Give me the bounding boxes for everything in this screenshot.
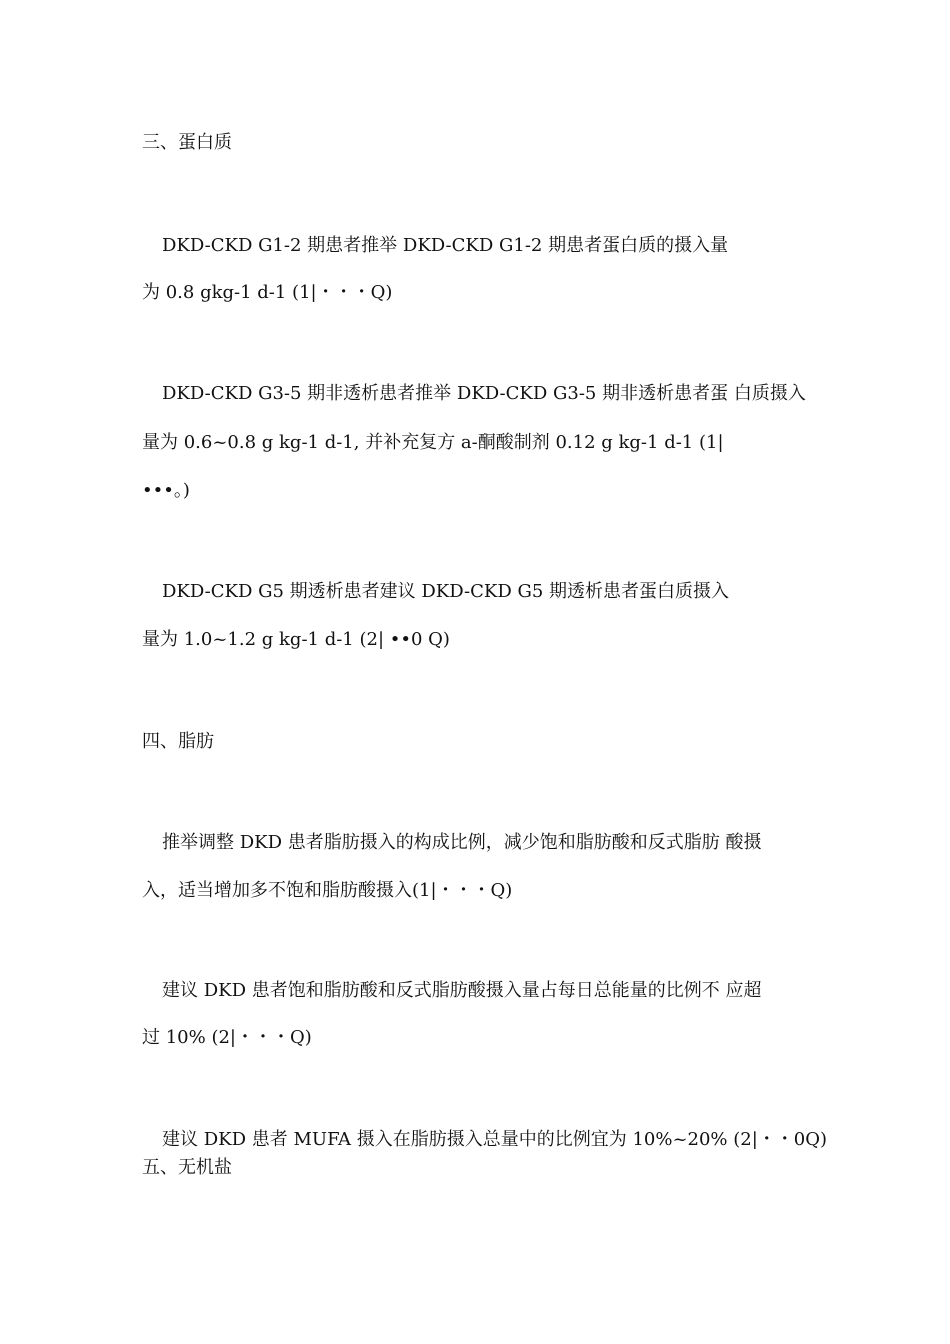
paragraph-line: 量为 0.6~0.8 g kg-1 d-1, 并补充复方 a-酮酸制剂 0.12 g kg-1 d-1 (1| — [142, 432, 724, 453]
paragraph-line: •••。) — [142, 480, 190, 501]
paragraph-line: 过 10% (2|・・・Q) — [142, 1027, 312, 1048]
paragraph-line: 入，适当增加多不饱和脂肪酸摄入(1|・・・Q) — [142, 880, 513, 901]
paragraph-line: 推举调整 DKD 患者脂肪摄入的构成比例，减少饱和脂肪酸和反式脂肪 酸摄 — [162, 832, 762, 853]
paragraph-line: DKD-CKD G1-2 期患者推举 DKD-CKD G1-2 期患者蛋白质的摄入量 — [162, 235, 729, 256]
paragraph-line: 建议 DKD 患者饱和脂肪酸和反式脂肪酸摄入量占每日总能量的比例不 应超 — [162, 980, 762, 1001]
section-heading-minerals: 五、无机盐 — [142, 1157, 232, 1178]
paragraph-line: 建议 DKD 患者 MUFA 摄入在脂肪摄入总量中的比例宜为 10%~20% (2|・・0Q) — [162, 1129, 828, 1150]
paragraph-line: 为 0.8 gkg-1 d-1 (1|・・・Q) — [142, 282, 393, 303]
paragraph-line: DKD-CKD G5 期透析患者建议 DKD-CKD G5 期透析患者蛋白质摄入 — [162, 581, 730, 602]
section-heading-protein: 三、蛋白质 — [142, 132, 232, 153]
section-heading-fat: 四、脂肪 — [142, 731, 214, 752]
paragraph-line: DKD-CKD G3-5 期非透析患者推举 DKD-CKD G3-5 期非透析患者蛋 白质摄入 — [162, 383, 806, 404]
paragraph-line: 量为 1.0~1.2 g kg-1 d-1 (2| ••0 Q) — [142, 629, 450, 650]
